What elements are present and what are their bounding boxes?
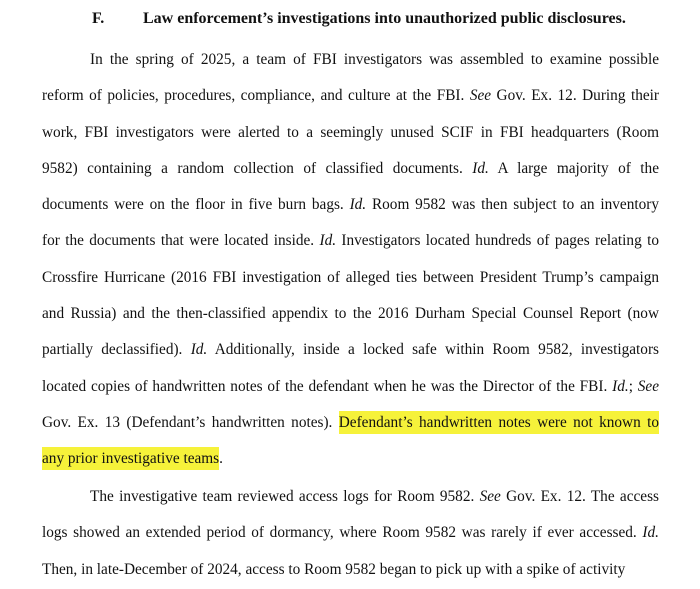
- text-line: [42, 260, 659, 296]
- text-run: Gov. Ex. 12. The access: [500, 488, 659, 505]
- text-run: The investigative team reviewed access logs for Room 9582.: [90, 488, 480, 505]
- text-run: ;: [628, 377, 638, 395]
- text-line: [42, 405, 659, 441]
- text-run: Gov. Ex. 13 (Defendant’s handwritten notes).: [42, 413, 339, 431]
- text-line: [42, 552, 659, 588]
- text-run: reform of policies, procedures, compliance, and culture at the FBI.: [42, 87, 470, 105]
- text-line: [42, 479, 659, 515]
- text-run: In the spring of 2025, a team of FBI investigators was assembled to examine possible: [90, 51, 659, 68]
- citation-italic: See: [479, 488, 501, 505]
- highlighted-text: any prior investigative teams: [42, 447, 219, 470]
- text-line: [42, 187, 659, 223]
- text-run: Investigators located hundreds of pages relating to: [336, 232, 659, 250]
- text-run: Gov. Ex. 12. During their: [491, 87, 659, 105]
- citation-italic: Id.: [612, 377, 629, 395]
- citation-italic: See: [637, 377, 659, 395]
- highlighted-text: Defendant’s handwritten notes were not known to: [339, 411, 659, 434]
- text-line: [42, 115, 659, 151]
- text-run: work, FBI investigators were alerted to a seemingly unused SCIF in FBI headquarters (Room: [42, 123, 659, 141]
- citation-italic: Id.: [642, 524, 659, 542]
- citation-italic: Id.: [319, 232, 337, 250]
- paragraph-access-logs: [42, 479, 659, 588]
- text-line: [42, 42, 659, 78]
- text-run: logs showed an extended period of dormancy, where Room 9582 was rarely if ever accessed.: [42, 524, 643, 542]
- text-run: partially declassified).: [42, 341, 191, 359]
- text-run: A large majority of the: [488, 159, 659, 177]
- text-run: located copies of handwritten notes of the defendant when he was the Director of the FBI.: [42, 377, 613, 395]
- text-run: Additionally, inside a locked safe within Room 9582, investigators: [207, 341, 660, 359]
- text-run: .: [219, 450, 223, 468]
- text-line: [42, 441, 659, 477]
- text-run: for the documents that were located inside.: [42, 232, 320, 250]
- section-heading: [92, 10, 626, 28]
- citation-italic: Id.: [190, 341, 208, 359]
- text-run: 9582) containing a random collection of classified documents.: [42, 159, 473, 177]
- text-line: [42, 223, 659, 259]
- citation-italic: See: [469, 87, 492, 105]
- text-line: [42, 151, 659, 187]
- citation-italic: Id.: [472, 159, 489, 177]
- text-run: documents were on the floor in five burn bags.: [42, 196, 350, 214]
- text-line: [42, 296, 659, 332]
- text-line: [42, 369, 659, 405]
- text-run: Crossfire Hurricane (2016 FBI investigation of alleged ties between President Trump’s campaign: [42, 268, 659, 286]
- paragraph-fbi-scif-discovery: [42, 42, 659, 478]
- text-line: [42, 515, 659, 551]
- text-line: [42, 332, 659, 368]
- text-line: [42, 78, 659, 114]
- section-number: F.: [92, 10, 105, 27]
- text-run: Then, in late-December of 2024, access to Room 9582 began to pick up with a spike of activity: [42, 560, 626, 578]
- citation-italic: Id.: [349, 196, 367, 214]
- section-title: Law enforcement’s investigations into unauthorized public disclosures.: [143, 10, 626, 27]
- text-run: and Russia) and the then-classified appendix to the 2016 Durham Special Counsel Report (now: [42, 305, 659, 323]
- text-run: Room 9582 was then subject to an inventory: [366, 196, 659, 214]
